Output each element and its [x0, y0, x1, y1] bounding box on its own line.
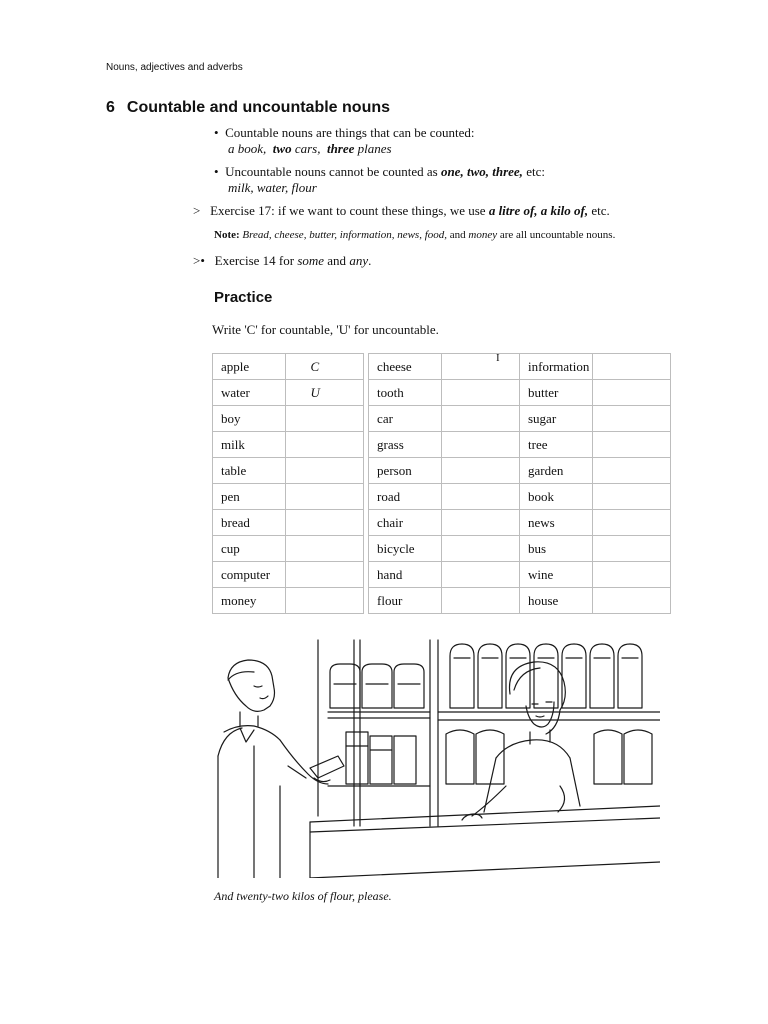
table-row	[213, 510, 671, 536]
note	[214, 229, 615, 241]
answer-cell[interactable]	[286, 536, 364, 562]
bullet-dot: •	[214, 125, 219, 140]
section-number: 6	[106, 99, 115, 116]
bullet-text: etc:	[526, 164, 545, 179]
example-number: two	[272, 141, 292, 156]
section-title	[106, 99, 390, 117]
word-cell: wine	[520, 562, 593, 588]
word-cell: house	[520, 588, 593, 614]
cross-reference-emphasis: some	[297, 253, 325, 268]
shop-illustration	[214, 636, 660, 878]
practice-instruction: Write 'C' for countable, 'U' for uncountable.	[212, 322, 439, 337]
word-cell: cup	[213, 536, 286, 562]
note-text: Bread, cheese, butter, information, news, food,	[242, 229, 448, 241]
answer-cell[interactable]	[593, 510, 671, 536]
stray-mark: I	[496, 352, 500, 364]
example-text: milk, water, flour	[228, 180, 317, 195]
table-row	[213, 354, 671, 380]
answer-cell[interactable]	[442, 536, 520, 562]
note-text: money	[468, 229, 498, 241]
word-cell: bus	[520, 536, 593, 562]
word-cell: road	[369, 484, 442, 510]
word-cell: computer	[213, 562, 286, 588]
example-text: a book,	[228, 141, 267, 156]
bullet-text: Uncountable nouns cannot be counted as	[225, 164, 438, 179]
cross-reference-emphasis: a litre of, a kilo of,	[488, 203, 589, 218]
word-cell: person	[369, 458, 442, 484]
running-head: Nouns, adjectives and adverbs	[106, 62, 243, 73]
table-row	[213, 588, 671, 614]
table-row	[213, 562, 671, 588]
table-row	[213, 380, 671, 406]
answer-cell[interactable]	[593, 588, 671, 614]
practice-heading: Practice	[214, 289, 273, 306]
answer-cell[interactable]	[286, 562, 364, 588]
word-cell: tooth	[369, 380, 442, 406]
cross-reference-marker: >	[193, 203, 201, 218]
word-cell: milk	[213, 432, 286, 458]
answer-cell[interactable]: C	[286, 354, 364, 380]
word-cell: chair	[369, 510, 442, 536]
cross-reference-text: and	[327, 253, 347, 268]
answer-cell[interactable]	[593, 458, 671, 484]
answer-cell[interactable]	[593, 380, 671, 406]
bullet-dot: •	[214, 164, 219, 179]
answer-cell[interactable]	[593, 354, 671, 380]
word-cell: car	[369, 406, 442, 432]
cross-reference-emphasis: any	[349, 253, 369, 268]
word-cell: book	[520, 484, 593, 510]
answer-cell[interactable]	[442, 458, 520, 484]
word-cell: grass	[369, 432, 442, 458]
example-text: cars,	[294, 141, 321, 156]
answer-cell[interactable]	[442, 510, 520, 536]
example-text: planes	[357, 141, 392, 156]
table-row	[213, 458, 671, 484]
cross-reference-text: .	[368, 253, 372, 268]
answer-cell[interactable]	[442, 432, 520, 458]
bullet-emphasis: one, two, three,	[440, 164, 523, 179]
word-cell: information	[520, 354, 593, 380]
cross-reference-marker: >•	[193, 253, 205, 268]
answer-cell[interactable]	[593, 406, 671, 432]
word-cell: bicycle	[369, 536, 442, 562]
answer-cell[interactable]: U	[286, 380, 364, 406]
word-cell: hand	[369, 562, 442, 588]
answer-cell[interactable]	[442, 354, 520, 380]
word-cell: bread	[213, 510, 286, 536]
bullet-countable-example	[228, 141, 392, 157]
word-cell: cheese	[369, 354, 442, 380]
table-row	[213, 432, 671, 458]
answer-cell[interactable]	[286, 406, 364, 432]
answer-cell[interactable]	[593, 562, 671, 588]
word-cell: money	[213, 588, 286, 614]
cross-reference-text: etc.	[591, 203, 610, 218]
answer-cell[interactable]	[593, 432, 671, 458]
word-cell: butter	[520, 380, 593, 406]
section-title-text: Countable and uncountable nouns	[126, 99, 391, 116]
answer-cell[interactable]	[593, 536, 671, 562]
cross-reference-text: Exercise 17: if we want to count these things, we use	[210, 203, 486, 218]
answer-cell[interactable]	[442, 380, 520, 406]
note-text: are all uncountable nouns.	[499, 229, 616, 241]
answer-cell[interactable]	[286, 510, 364, 536]
word-cell: news	[520, 510, 593, 536]
exercise-table	[212, 353, 671, 614]
word-cell: garden	[520, 458, 593, 484]
word-cell: tree	[520, 432, 593, 458]
bullet-countable	[214, 125, 475, 141]
cross-reference-text: Exercise 14 for	[214, 253, 295, 268]
cross-reference-exercise-17	[193, 203, 610, 219]
cross-reference-exercise-14	[193, 253, 371, 269]
bullet-text: Countable nouns are things that can be counted:	[225, 125, 475, 140]
answer-cell[interactable]	[286, 432, 364, 458]
bullet-uncountable	[214, 164, 545, 180]
example-number: three	[326, 141, 355, 156]
word-cell: flour	[369, 588, 442, 614]
answer-cell[interactable]	[286, 588, 364, 614]
answer-cell[interactable]	[442, 588, 520, 614]
illustration-caption: And twenty-two kilos of flour, please.	[214, 889, 392, 903]
answer-cell[interactable]	[593, 484, 671, 510]
answer-cell[interactable]	[286, 484, 364, 510]
note-text: and	[449, 229, 466, 241]
word-cell: sugar	[520, 406, 593, 432]
answer-cell[interactable]	[442, 562, 520, 588]
word-cell: apple	[213, 354, 286, 380]
word-cell: table	[213, 458, 286, 484]
word-cell: boy	[213, 406, 286, 432]
table-row	[213, 536, 671, 562]
note-label: Note:	[214, 229, 240, 241]
word-cell: pen	[213, 484, 286, 510]
answer-cell[interactable]	[442, 406, 520, 432]
answer-cell[interactable]	[286, 458, 364, 484]
bullet-uncountable-example	[228, 180, 317, 196]
answer-cell[interactable]	[442, 484, 520, 510]
word-cell: water	[213, 380, 286, 406]
table-row	[213, 484, 671, 510]
table-row	[213, 406, 671, 432]
